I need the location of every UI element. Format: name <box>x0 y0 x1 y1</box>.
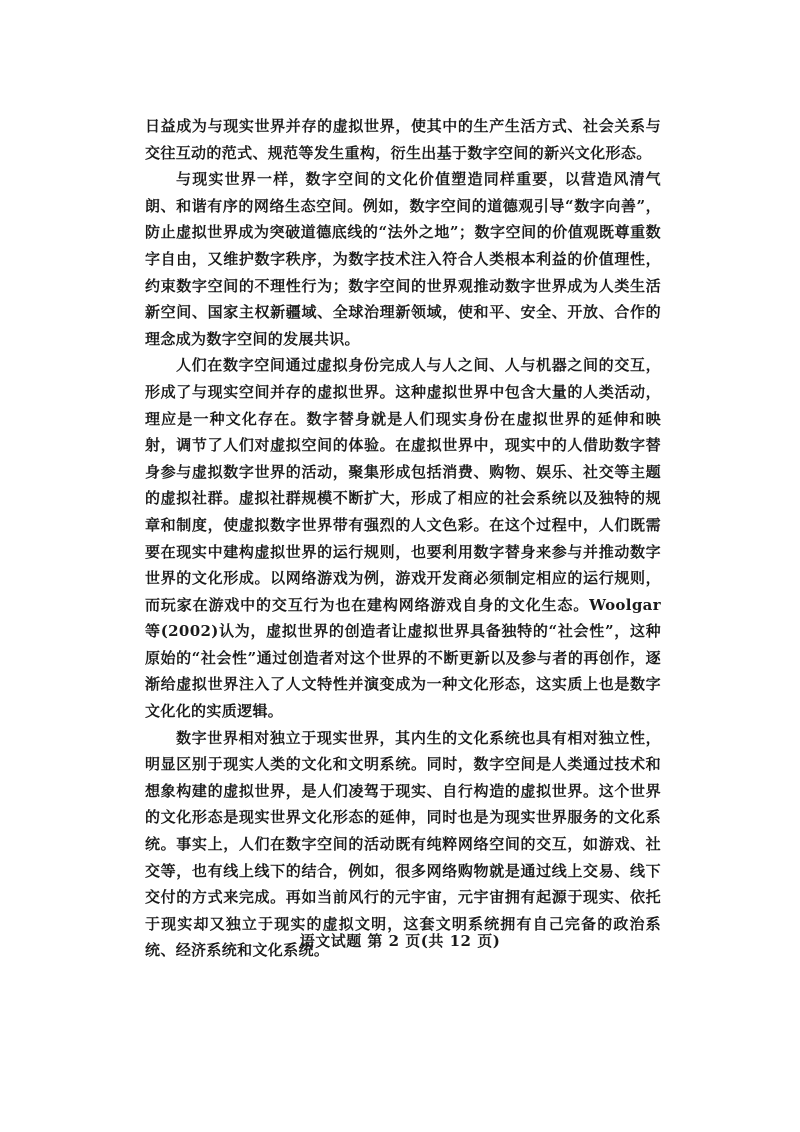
document-body <box>145 113 661 964</box>
paragraph-continuation: 日益成为与现实世界并存的虚拟世界，使其中的生产生活方式、社会关系与交往互动的范式、规范等发生重构，衍生出基于数字空间的新兴文化形态。 <box>145 117 661 162</box>
page-footer: 语文试题 第 2 页(共 12 页) <box>299 932 501 950</box>
paragraph-virtual-identity: 人们在数字空间通过虚拟身份完成人与人之间、人与机器之间的交互，形成了与现实空间并存的虚拟世界。这种虚拟世界中包含大量的人类活动，理应是一种文化存在。数字替身就是人们现实身份在虚拟世界的延伸和映射，调节了人们对虚拟空间的体验。在虚拟世界中，现实中的人借助数字替身参与虚拟数字世界的活动，聚集形成包括消费、购物、娱乐、社交等主题的虚拟社群。虚拟社群规模不断扩大，形成了相应的社会系统以及独特的规章和制度，使虚拟数字世界带有强烈的人文色彩。在这个过程中，人们既需要在现实中建构虚拟世界的运行规则，也要利用数字替身来参与并推动数字世界的文化形成。以网络游戏为例，游戏开发商必须制定相应的运行规则，而玩家在游戏中的交互行为也在建构网络游戏自身的文化生态。Woolgar等(2002)认为，虚拟世界的创造者让虚拟世界具备独特的“社会性”，这种原始的“社会性”通过创造者对这个世界的不断更新以及参与者的再创作，逐渐给虚拟世界注入了人文特性并演变成为一种文化形态，这实质上也是数字文化化的实质逻辑。 <box>145 356 661 721</box>
paragraph-digital-world: 数字世界相对独立于现实世界，其内生的文化系统也具有相对独立性，明显区别于现实人类的文化和文明系统。同时，数字空间是人类通过技术和想象构建的虚拟世界，是人们凌驾于现实、自行构造的虚拟世界。这个世界的文化形态是现实世界文化形态的延伸，同时也是为现实世界服务的文化系统。事实上，人们在数字空间的活动既有纯粹网络空间的交互，如游戏、社交等，也有线上线下的结合，例如，很多网络购物就是通过线上交易、线下交付的方式来完成。再如当前风行的元宇宙，元宇宙拥有起源于现实、依托于现实却又独立于现实的虚拟文明，这套文明系统拥有自己完备的政治系统、经济系统和文化系统。 <box>145 728 661 960</box>
paragraph-cultural-value: 与现实世界一样，数字空间的文化价值塑造同样重要，以营造风清气朗、和谐有序的网络生态空间。例如，数字空间的道德观引导“数字向善”，防止虚拟世界成为突破道德底线的“法外之地”；数字空间的价值观既尊重数字自由，又维护数字秩序，为数字技术注入符合人类根本利益的价值理性，约束数字空间的不理性行为；数字空间的世界观推动数字世界成为人类生活新空间、国家主权新疆域、全球治理新领域，使和平、安全、开放、合作的理念成为数字空间的发展共识。 <box>145 170 661 348</box>
